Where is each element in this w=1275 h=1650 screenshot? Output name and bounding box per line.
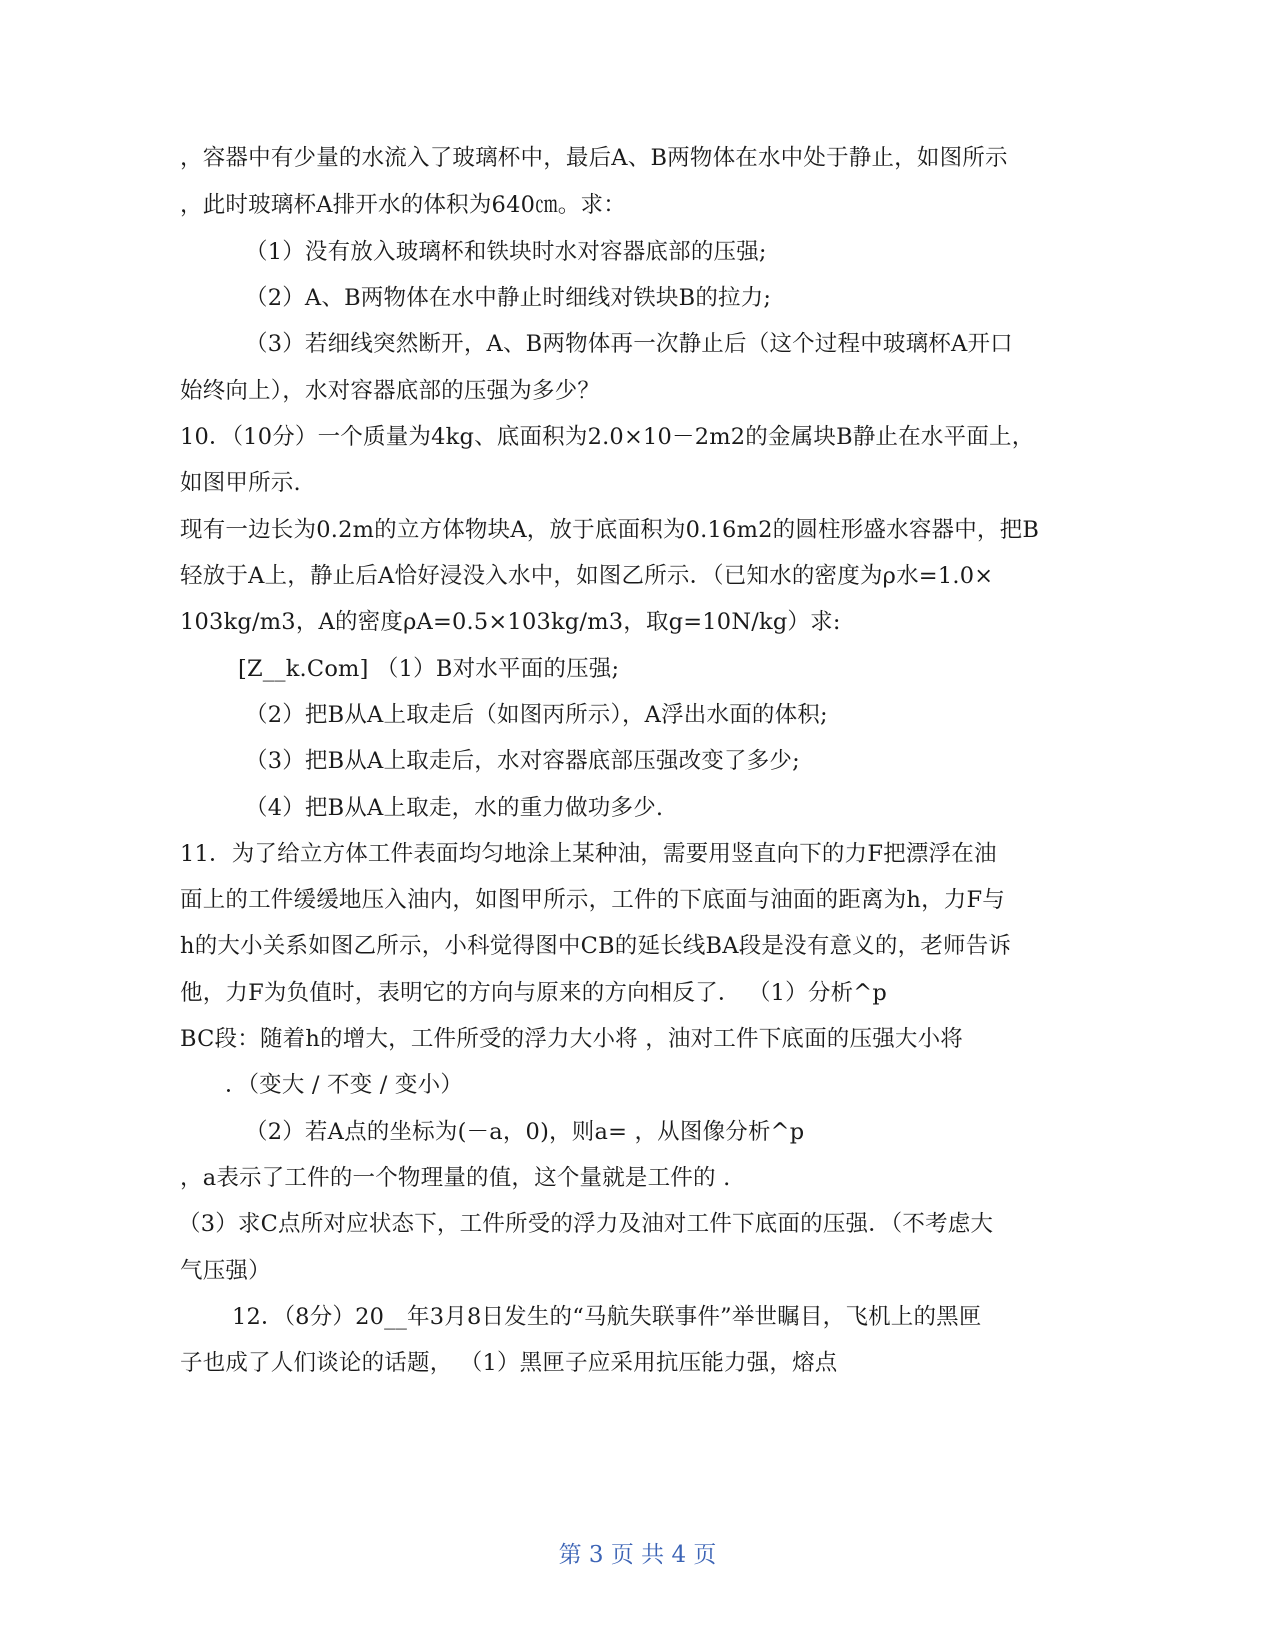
text-line: （2）把B从A上取走后（如图丙所示），A浮出水面的体积; (245, 702, 828, 728)
text-line: BC段：随着h的增大，工件所受的浮力大小将 ，油对工件下底面的压强大小将 (180, 1026, 964, 1052)
text-line: 10．（10分）一个质量为4kg、底面积为2.0×10－2m2的金属块B静止在水平面上， (180, 424, 1035, 450)
text-line: 子也成了人们谈论的话题， （1）黑匣子应采用抗压能力强，熔点 (180, 1350, 838, 1376)
text-line: ，容器中有少量的水流入了玻璃杯中，最后A、B两物体在水中处于静止，如图所示 (180, 145, 1008, 171)
text-line: 始终向上），水对容器底部的压强为多少？ (180, 378, 601, 404)
text-line: [Z__k.Com] （1）B对水平面的压强; (238, 656, 620, 682)
text-line: 12．（8分）20__年3月8日发生的“马航失联事件”举世瞩目，飞机上的黑匣 (232, 1304, 982, 1330)
text-line: 现有一边长为0.2m的立方体物块A，放于底面积为0.16m2的圆柱形盛水容器中，把B (180, 517, 1040, 543)
text-line: ．（变大 / 不变 / 变小） (225, 1072, 464, 1098)
text-line: 他，力F为负值时，表明它的方向与原来的方向相反了． （1）分析^p (180, 980, 887, 1006)
text-line: 轻放于A上，静止后A恰好浸没入水中，如图乙所示．（已知水的密度为ρ水=1.0× (180, 563, 994, 589)
text-line: （2）A、B两物体在水中静止时细线对铁块B的拉力; (245, 285, 772, 311)
text-line: （3）把B从A上取走后，水对容器底部压强改变了多少; (245, 748, 800, 774)
text-line: （3）求C点所对应状态下，工件所受的浮力及油对工件下底面的压强．（不考虑大 (178, 1211, 994, 1237)
text-line: h的大小关系如图乙所示，小科觉得图中CB的延长线BA段是没有意义的，老师告诉 (180, 933, 1012, 959)
text-line: （1）没有放入玻璃杯和铁块时水对容器底部的压强; (245, 239, 767, 265)
page-footer: 第 3 页 共 4 页 (558, 1542, 717, 1568)
text-line: （4）把B从A上取走，水的重力做功多少. (245, 795, 664, 821)
text-line: 面上的工件缓缓地压入油内，如图甲所示，工件的下底面与油面的距离为h，力F与 (180, 887, 1006, 913)
text-line: ，此时玻璃杯A排开水的体积为640㎝。求： (180, 192, 626, 218)
text-line: 103kg/m3，A的密度ρA=0.5×103kg/m3，取g=10N/kg）求: (180, 609, 841, 635)
text-line: ，a表示了工件的一个物理量的值，这个量就是工件的 . (180, 1165, 731, 1191)
text-line: （2）若A点的坐标为(－a，0)，则a= ，从图像分析^p (245, 1119, 805, 1145)
text-line: （3）若细线突然断开，A、B两物体再一次静止后（这个过程中玻璃杯A开口 (245, 331, 1013, 357)
text-line: 如图甲所示. (180, 470, 301, 496)
text-line: 11．为了给立方体工件表面均匀地涂上某种油，需要用竖直向下的力F把漂浮在油 (180, 841, 997, 867)
text-line: 气压强） (180, 1258, 271, 1284)
